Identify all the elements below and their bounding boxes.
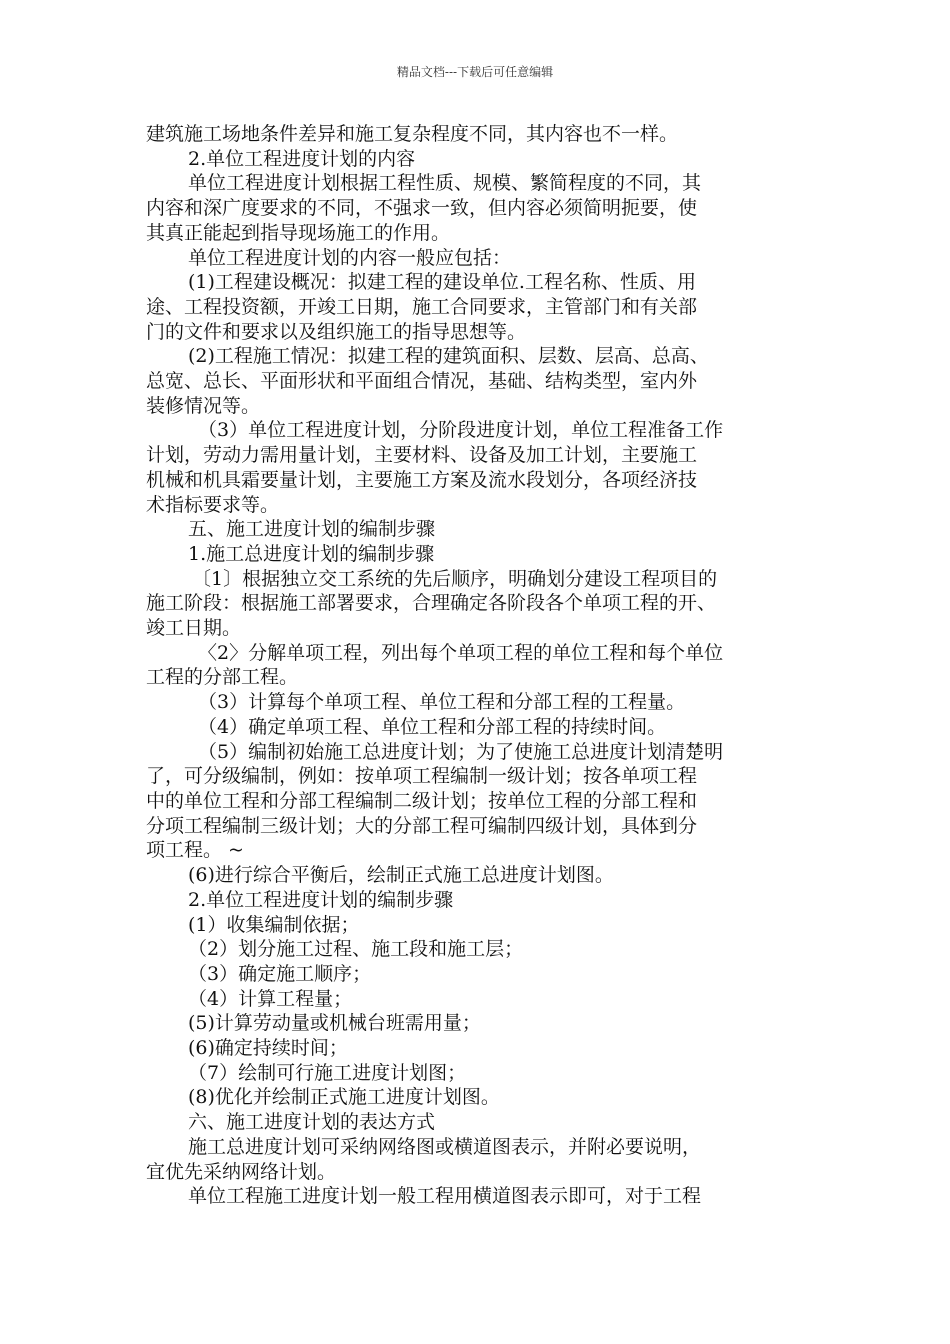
text-line: 计划，劳动力需用量计划，主要材料、设备及加工计划，主要施工 [146,444,698,467]
text-line: （5）编制初始施工总进度计划；为了使施工总进度计划清楚明 [198,740,724,763]
text-line: 其真正能起到指导现场施工的作用。 [146,221,451,244]
page-header: 精品文档---下载后可任意编辑 [396,65,554,79]
text-line: 内容和深广度要求的不同，不强求一致，但内容必须简明扼要，使 [146,197,698,220]
list-item [146,641,806,690]
text-line: 机械和机具霜要量计划，主要施工方案及流水段划分，各项经济技 [146,468,698,491]
list-item [146,270,806,344]
list-item [146,567,806,641]
list-item [146,344,806,418]
text-line: 施工阶段：根据施工部署要求，合理确定各阶段各个单项工程的开、 [146,592,717,615]
text-line: 项工程。 ~ [146,839,244,862]
text-line: 建筑施工场地条件差异和施工复杂程度不同，其内容也不一样。 [146,123,679,145]
list-item [146,740,806,864]
text-line: (5)计算劳动量或机械台班需用量； [188,1012,481,1035]
text-line: 了，可分级编制，例如：按单项工程编制一级计划；按各单项工程 [146,765,698,788]
text-line: 六、施工进度计划的表达方式 [188,1111,436,1134]
section-heading [146,542,806,567]
text-line: （2）划分施工过程、施工段和施工层； [188,938,524,961]
section-heading [146,888,806,913]
text-line: (1）收集编制依据； [188,913,360,936]
text-line: 单位工程施工进度计划一般工程用横道图表示即可，对于工程 [188,1185,702,1208]
text-line: 施工总进度计划可采纳网络图或横道图表示，并附必要说明， [188,1135,702,1158]
paragraph [146,1184,806,1209]
text-line: 分项工程编制三级计划；大的分部工程可编制四级计划，具体到分 [146,814,698,837]
text-line: 单位工程进度计划根据工程性质、规模、繁简程度的不同，其 [188,172,702,195]
text-line: 2.单位工程进度计划的内容 [188,147,416,170]
list-item [146,1061,806,1086]
text-line: 门的文件和要求以及组织施工的指导思想等。 [146,320,527,343]
text-line: 工程的分部工程。 [146,666,299,689]
text-line: 中的单位工程和分部工程编制二级计划；按单位工程的分部工程和 [146,789,698,812]
text-line: 竣工日期。 [146,617,242,640]
text-line: (6)确定持续时间； [188,1037,348,1060]
section-heading [146,517,806,542]
text-line: (6)进行综合平衡后，绘制正式施工总进度计划图。 [188,864,614,887]
list-item [146,863,806,888]
list-item [146,962,806,987]
paragraph [146,171,806,245]
paragraph [146,122,806,147]
text-line: 术指标要求等。 [146,493,280,516]
text-line: 总宽、总长、平面形状和平面组合情况，基础、结构类型，室内外 [146,370,698,393]
paragraph [146,246,806,271]
list-item [146,690,806,715]
section-heading [146,147,806,172]
list-item [146,1036,806,1061]
text-line: 宜优先采纳网络计划。 [146,1160,337,1183]
text-line: 途、工程投资额，开竣工日期，施工合同要求，主管部门和有关部 [146,295,698,318]
text-line: 2.单位工程进度计划的编制步骤 [188,888,454,911]
text-line: (8)优化并绘制正式施工进度计划图。 [188,1086,500,1109]
text-line: (2)工程施工情况：拟建工程的建筑面积、层数、层高、总高、 [188,345,709,368]
text-line: （7）绘制可行施工进度计划图； [188,1061,467,1084]
list-item [146,715,806,740]
text-line: 1.施工总进度计划的编制步骤 [188,542,435,565]
text-line: （4）确定单项工程、单位工程和分部工程的持续时间。 [198,715,667,738]
text-line: 五、施工进度计划的编制步骤 [188,518,436,541]
text-line: 装修情况等。 [146,394,261,417]
text-line: 单位工程进度计划的内容一般应包括： [188,246,512,269]
text-line: 〈2〉分解单项工程，列出每个单项工程的单位工程和每个单位 [198,641,724,664]
text-line: （3）计算每个单项工程、单位工程和分部工程的工程量。 [198,691,686,714]
paragraph [146,1135,806,1184]
list-item [146,987,806,1012]
section-heading [146,1110,806,1135]
text-line: （4）计算工程量； [188,987,353,1010]
list-item [146,418,806,517]
text-line: (1)工程建设概况：拟建工程的建设单位.工程名称、性质、用 [188,271,696,294]
text-line: 〔1〕根据独立交工系统的先后顺序，明确划分建设工程项目的 [192,567,718,590]
list-item [146,1085,806,1110]
list-item [146,913,806,938]
text-line: （3）单位工程进度计划，分阶段进度计划，单位工程准备工作 [198,419,724,442]
document-body [146,122,806,1209]
text-line: （3）确定施工顺序； [188,962,372,985]
list-item [146,1011,806,1036]
list-item [146,937,806,962]
